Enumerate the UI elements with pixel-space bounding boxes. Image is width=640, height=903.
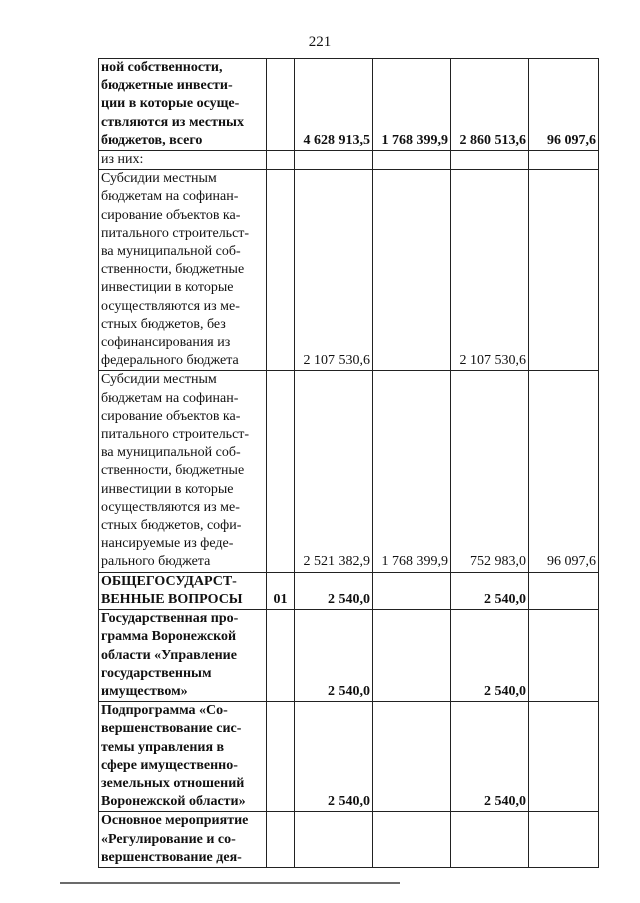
total-amount-cell — [295, 812, 373, 868]
item-name-line: Основное мероприятие — [101, 813, 249, 829]
item-name-line: области «Управление — [101, 647, 237, 663]
item-name-line: инвестиции в которые — [101, 481, 234, 497]
total-amount-cell — [295, 151, 373, 170]
item-name-line: бюджетам на софинан- — [101, 189, 239, 205]
item-name-line: Субсидии местным — [101, 171, 217, 187]
item-name-line: сирование объектов ка- — [101, 207, 241, 223]
item-name-line: ва муниципальной соб- — [101, 445, 241, 461]
item-name-line: бюджетные инвести- — [101, 78, 233, 94]
amount-column-4-cell — [529, 151, 599, 170]
item-name-cell — [99, 610, 267, 702]
section-code-cell — [267, 170, 295, 371]
page-bottom-rule — [60, 882, 400, 884]
total-amount-cell: 2 540,0 — [295, 572, 373, 609]
item-name-line: осуществляются из ме- — [101, 499, 240, 515]
amount-column-2-cell: 1 768 399,9 — [373, 59, 451, 151]
budget-table — [98, 58, 599, 868]
amount-column-4-cell — [529, 572, 599, 609]
amount-column-4-cell: 96 097,6 — [529, 59, 599, 151]
section-code-cell: 01 — [267, 572, 295, 609]
item-name-line: ва муниципальной соб- — [101, 244, 241, 260]
item-name-line: федерального бюджета — [101, 353, 239, 369]
amount-column-3-cell — [451, 812, 529, 868]
amount-column-4-cell — [529, 812, 599, 868]
table-row — [99, 610, 599, 702]
table-row — [99, 572, 599, 609]
item-name-line: темы управления в — [101, 739, 225, 755]
amount-column-4-cell — [529, 702, 599, 812]
item-name-line: ной собственности, — [101, 60, 223, 75]
section-code-cell — [267, 151, 295, 170]
item-name-cell — [99, 59, 267, 151]
amount-column-3-cell — [451, 151, 529, 170]
amount-column-4-cell — [529, 610, 599, 702]
item-name-cell — [99, 151, 267, 170]
item-name-cell — [99, 170, 267, 371]
item-name-line: стных бюджетов, без — [101, 316, 226, 332]
item-name-line: грамма Воронежской — [101, 629, 237, 645]
item-name-line: софинансирования из — [101, 335, 231, 351]
section-code-cell — [267, 610, 295, 702]
item-name-line: бюджетов, всего — [101, 132, 203, 148]
item-name-line: питального строительст- — [101, 225, 250, 241]
amount-column-3-cell: 2 860 513,6 — [451, 59, 529, 151]
item-name-cell — [99, 702, 267, 812]
item-name-line: из них: — [101, 152, 144, 168]
table-row — [99, 170, 599, 371]
item-name-line: сфере имущественно- — [101, 757, 238, 773]
item-name-line: ВЕННЫЕ ВОПРОСЫ — [101, 591, 243, 607]
item-name-line: сирование объектов ка- — [101, 408, 241, 424]
item-name-line: ственности, бюджетные — [101, 463, 245, 479]
total-amount-cell: 2 540,0 — [295, 610, 373, 702]
table-row — [99, 151, 599, 170]
item-name-line: Субсидии местным — [101, 372, 217, 388]
amount-column-2-cell: 1 768 399,9 — [373, 371, 451, 572]
total-amount-cell: 2 107 530,6 — [295, 170, 373, 371]
item-name-line: инвестиции в которые — [101, 280, 234, 296]
item-name-line: осуществляются из ме- — [101, 298, 240, 314]
table-row — [99, 371, 599, 572]
amount-column-3-cell: 2 540,0 — [451, 572, 529, 609]
amount-column-3-cell: 752 983,0 — [451, 371, 529, 572]
item-name-line: ственности, бюджетные — [101, 262, 245, 278]
item-name-line: «Регулирование и со- — [101, 831, 236, 847]
amount-column-2-cell — [373, 572, 451, 609]
amount-column-4-cell — [529, 170, 599, 371]
item-name-line: питального строительст- — [101, 427, 250, 443]
item-name-cell — [99, 812, 267, 868]
amount-column-4-cell: 96 097,6 — [529, 371, 599, 572]
item-name-line: Государственная про- — [101, 611, 239, 627]
section-code-cell — [267, 59, 295, 151]
total-amount-cell: 2 521 382,9 — [295, 371, 373, 572]
total-amount-cell: 2 540,0 — [295, 702, 373, 812]
item-name-line: земельных отношений — [101, 775, 245, 791]
item-name-cell — [99, 371, 267, 572]
section-code-cell — [267, 371, 295, 572]
amount-column-2-cell — [373, 702, 451, 812]
item-name-line: ствляются из местных — [101, 114, 244, 130]
amount-column-3-cell: 2 540,0 — [451, 702, 529, 812]
item-name-line: бюджетам на софинан- — [101, 390, 239, 406]
page-number: 221 — [308, 34, 332, 50]
amount-column-3-cell: 2 107 530,6 — [451, 170, 529, 371]
item-name-line: стных бюджетов, софи- — [101, 518, 242, 534]
table-row — [99, 812, 599, 868]
table-row — [99, 702, 599, 812]
item-name-line: рального бюджета — [101, 554, 211, 570]
section-code-cell — [267, 702, 295, 812]
item-name-line: вершенствование сис- — [101, 721, 242, 737]
amount-column-2-cell — [373, 812, 451, 868]
section-code-cell — [267, 812, 295, 868]
amount-column-2-cell — [373, 610, 451, 702]
item-name-line: вершенствование дея- — [101, 849, 242, 865]
item-name-line: имуществом» — [101, 683, 188, 699]
item-name-line: Воронежской области» — [101, 794, 246, 810]
item-name-line: нансируемые из феде- — [101, 536, 234, 552]
amount-column-2-cell — [373, 170, 451, 371]
item-name-line: ОБЩЕГОСУДАРСТ- — [101, 573, 237, 589]
table-row — [99, 59, 599, 151]
item-name-line: Подпрограмма «Со- — [101, 703, 228, 719]
amount-column-3-cell: 2 540,0 — [451, 610, 529, 702]
item-name-line: государственным — [101, 665, 212, 681]
amount-column-2-cell — [373, 151, 451, 170]
item-name-cell — [99, 572, 267, 609]
item-name-line: ции в которые осуще- — [101, 96, 240, 112]
total-amount-cell: 4 628 913,5 — [295, 59, 373, 151]
